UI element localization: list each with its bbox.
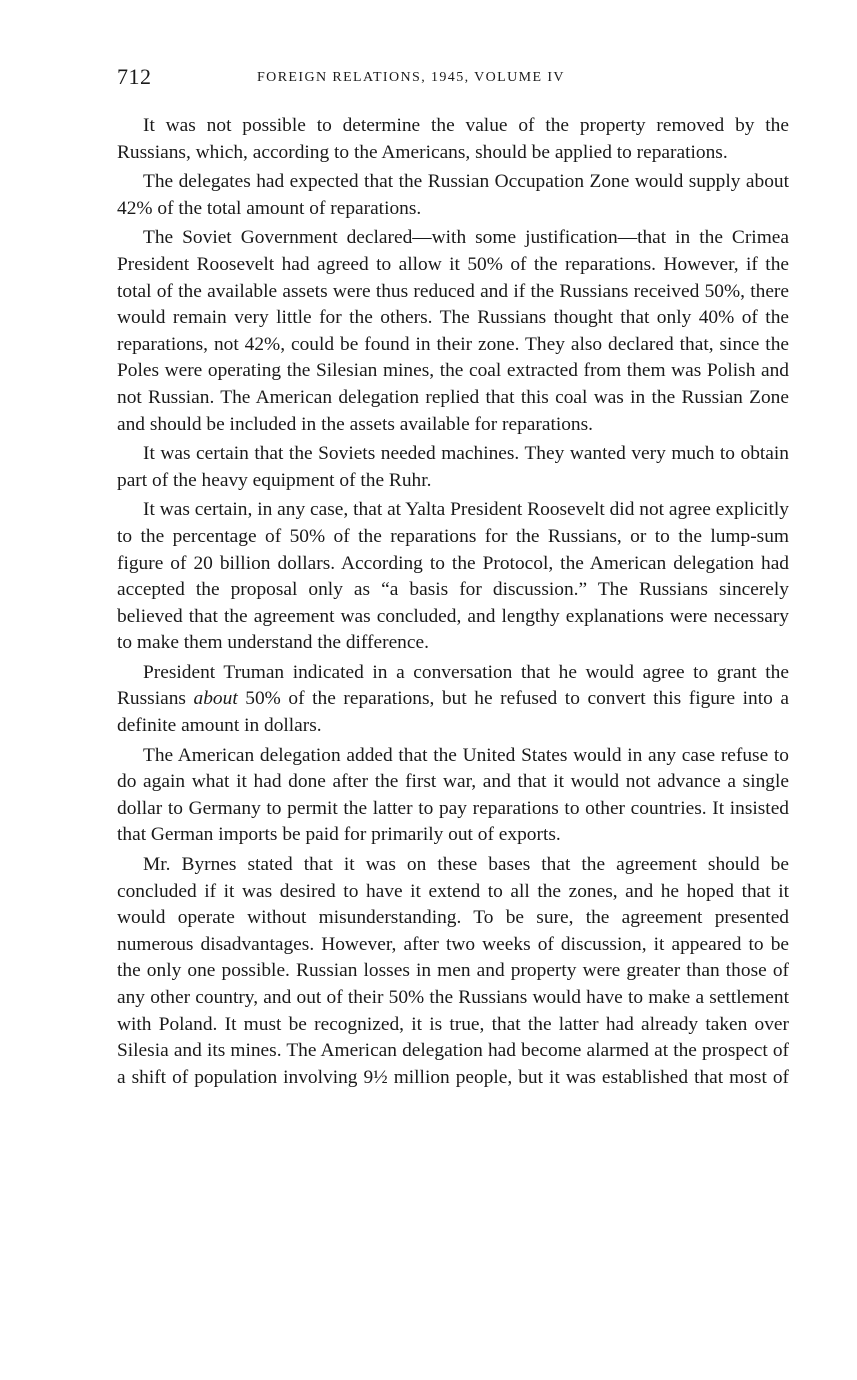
paragraph-5: It was certain, in any case, that at Yalta President Roosevelt did not agree explicitly to the percentage of 50% of the reparations for the Russians, or to the lump-sum figure of 20 billion dollars. According to the Protocol, the American delegation had accepted the proposal only as “a basis for discussion.” The Russians sincerely believed that the agreement was concluded, and lengthy explanations were necessary to make them understand the difference.: [117, 499, 789, 654]
paragraph-1: It was not possible to determine the value of the property removed by the Russians, which, according to the Americans, should be applied to reparations.: [117, 115, 789, 163]
document-page: [117, 62, 789, 1091]
paragraph-6-text-start: President Truman indicated in a conversation that he would agree to grant the Russians: [117, 661, 789, 710]
paragraph-6-text-end: 50% of the reparations, but he refused to convert this figure into a definite amount in dollars.: [117, 688, 789, 737]
paragraph-7: The American delegation added that the United States would in any case refuse to do again what it had done after the first war, and that it would not advance a single dollar to Germany to permit the latter to pay reparations to other countries. It insisted that German imports be paid for primarily out of exports.: [117, 744, 789, 846]
running-head: FOREIGN RELATIONS, 1945, VOLUME IV: [257, 70, 565, 85]
paragraph-3: The Soviet Government declared—with some justification—that in the Crimea President Roosevelt had agreed to allow it 50% of the reparations. However, if the total of the available assets were thus reduced and if the Russians received 50%, there would remain very little for the others. The Russians thought that only 40% of the reparations, not 42%, could be found in their zone. They also declared that, since the Poles were operating the Silesian mines, the coal extracted from them was Polish and not Russian. The American delegation replied that this coal was in the Russian Zone and should be included in the assets available for reparations.: [117, 227, 789, 435]
paragraph-2: The delegates had expected that the Russian Occupation Zone would supply about 42% of the total amount of reparations.: [117, 171, 789, 219]
paragraph-4: It was certain that the Soviets needed machines. They wanted very much to obtain part of the heavy equipment of the Ruhr.: [117, 443, 789, 491]
paragraph-8: Mr. Byrnes stated that it was on these bases that the agreement should be concluded if it was desired to have it extend to all the zones, and he hoped that it would operate without misunderstanding. To be sure, the agreement presented numerous disadvantages. However, after two weeks of discussion, it appeared to be the only one possible. Russian losses in men and property were greater than those of any other country, and out of their 50% the Russians would have to make a settlement with Poland. It must be recognized, it is true, that the latter had already taken over Silesia and its mines. The American delegation had become alarmed at the prospect of a shift of population involving 9½ million people, but it was established that most of: [117, 854, 789, 1088]
body-text: [117, 113, 789, 1091]
paragraph-6: [117, 660, 789, 740]
page-header: [117, 62, 789, 102]
emphasis-about: about: [193, 688, 238, 710]
page-number: 712: [117, 64, 152, 89]
